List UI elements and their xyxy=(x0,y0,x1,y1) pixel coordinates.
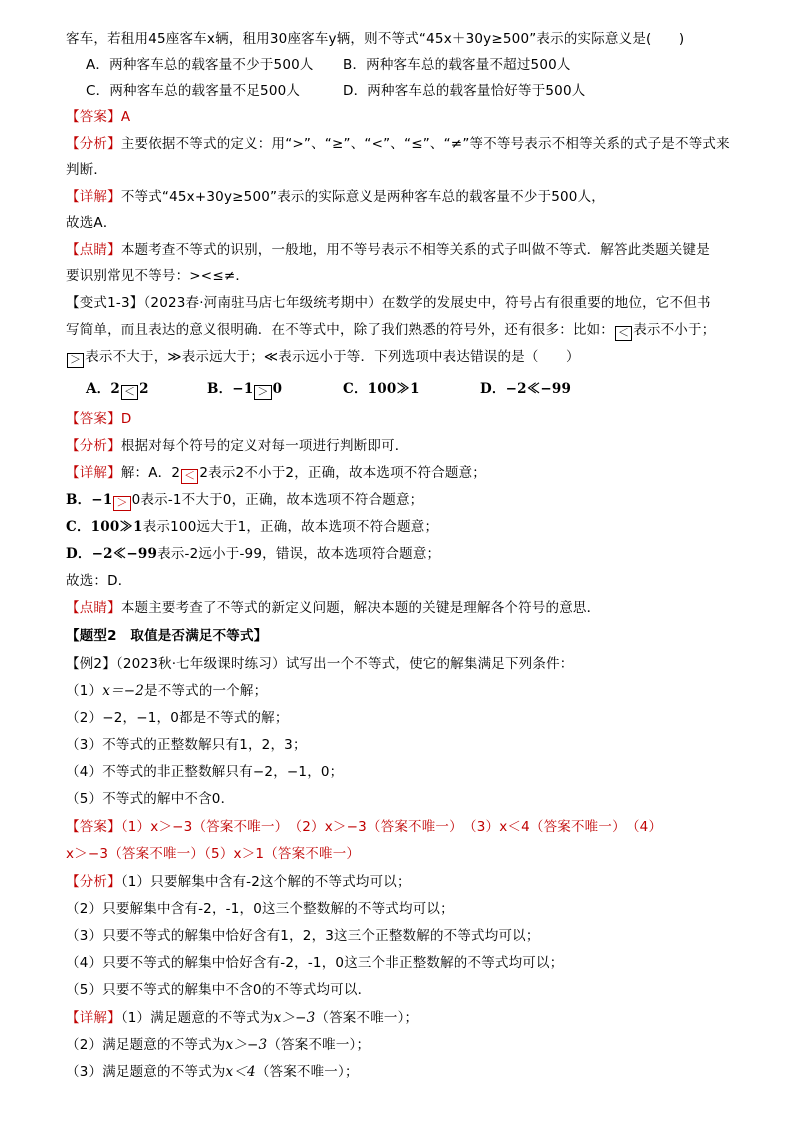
variant-option-b xyxy=(207,380,282,400)
variant-text-c: 表示不大于，≫表示远大于；≪表示远小于等．下列选项中表达错误的是（ ） xyxy=(85,349,580,365)
variant-option-d: D．−2≪−99 xyxy=(480,381,572,397)
analysis-line-c5: （5）只要不等式的解集中不含0的不等式均可以． xyxy=(66,982,372,998)
analysis-line-c xyxy=(66,873,411,891)
option-b: B．两种客车总的载客量不超过500人 xyxy=(343,57,571,73)
opt-b-left: B．−1 xyxy=(207,381,254,397)
option-d: D．两种客车总的载客量恰好等于500人 xyxy=(343,83,586,99)
analysis-text: （1）只要解集中含有-2这个解的不等式均可以； xyxy=(120,874,411,890)
condition-5: （5）不等式的解中不含0． xyxy=(66,791,235,807)
opt-b-right: 0 xyxy=(272,381,283,397)
detail-math: D．−2≪−99 xyxy=(66,546,158,562)
detail-math: C．100≫1 xyxy=(66,519,143,535)
example-title: 【例2】（2023秋·七年级课时练习）试写出一个不等式，使它的解集满足下列条件： xyxy=(66,656,574,672)
answer-line-2 xyxy=(66,410,131,428)
answer-value: A xyxy=(120,109,131,125)
detail-math: x＞−3 xyxy=(225,1037,268,1053)
analysis-line-c3: （3）只要不等式的解集中恰好含有1，2，3这三个正整数解的不等式均可以； xyxy=(66,928,540,944)
condition-3: （3）不等式的正整数解只有1，2，3； xyxy=(66,737,307,753)
answer-value: D xyxy=(120,411,132,427)
detail-line-b3 xyxy=(66,518,438,536)
detail-line-c2 xyxy=(66,1036,370,1054)
analysis-line-b xyxy=(66,437,409,455)
question-stem: 客车，若租用45座客车x辆，租用30座客车y辆，则不等式“45x＋30y≥500”表示的实际意义是( ) xyxy=(66,31,685,47)
detail-line-b5: 故选：D． xyxy=(66,573,132,589)
detail-line-c1 xyxy=(66,1009,418,1027)
detail-text: 表示-2远小于-99，错误，故本选项符合题意； xyxy=(157,546,441,562)
detail-tag: 【详解】 xyxy=(66,189,121,205)
boxed-less-symbol: ＜ xyxy=(181,469,198,484)
answer-tag: 【答案】 xyxy=(66,411,121,427)
boxed-greater-symbol: ＞ xyxy=(67,353,84,368)
analysis-tag: 【分析】 xyxy=(66,438,121,454)
condition-4: （4）不等式的非正整数解只有−2，−1，0； xyxy=(66,764,344,780)
detail-line-c3 xyxy=(66,1063,359,1081)
comment-text: 本题考查不等式的识别，一般地，用不等号表示不相等关系的式子叫做不等式．解答此类题关键是 xyxy=(120,242,710,258)
boxed-less-symbol: ＜ xyxy=(121,385,138,400)
analysis-text: 主要依据不等式的定义：用“>”、“≥”、“<”、“≤”、“≠”等不等号表示不相等关系的式子是不等式来 xyxy=(120,136,730,152)
detail-line-2: 故选A． xyxy=(66,215,117,231)
variant-line-2 xyxy=(66,321,715,341)
analysis-text: 根据对每个符号的定义对每一项进行判断即可． xyxy=(120,438,409,454)
comment-line xyxy=(66,241,710,259)
option-c: C．两种客车总的载客量不足500人 xyxy=(86,83,301,99)
boxed-less-symbol: ＜ xyxy=(615,326,632,341)
comment-line-2: 要识别常见不等号：><≤≠． xyxy=(66,268,250,284)
detail-text-b: （答案不唯一）； xyxy=(315,1010,419,1026)
analysis-tag: 【分析】 xyxy=(66,136,121,152)
variant-line-3 xyxy=(66,348,580,368)
option-a: A．两种客车总的载客量不少于500人 xyxy=(86,57,314,73)
analysis-tag: 【分析】 xyxy=(66,874,121,890)
answer-tag: 【答案】 xyxy=(66,109,121,125)
boxed-greater-symbol: ＞ xyxy=(113,496,130,511)
detail-text-b: 2表示2不小于2，正确，故本选项不符合题意； xyxy=(199,465,487,481)
analysis-line-c2: （2）只要解集中含有-2，-1，0这三个整数解的不等式均可以； xyxy=(66,901,454,917)
detail-tag: 【详解】 xyxy=(66,1010,121,1026)
detail-text: 表示100远大于1，正确，故本选项不符合题意； xyxy=(142,519,439,535)
answer-text: （1）x＞−3（答案不唯一） （2）x＞−3（答案不唯一） （3）x＜4（答案不唯一） （4） xyxy=(120,819,663,835)
detail-text: （1）满足题意的不等式为 xyxy=(120,1010,274,1026)
analysis-line-2: 判断． xyxy=(66,162,108,178)
detail-text-b: （答案不唯一）； xyxy=(255,1064,359,1080)
comment-tag: 【点睛】 xyxy=(66,242,121,258)
cond-math: x＝−2 xyxy=(102,683,145,699)
detail-text-b: （答案不唯一）； xyxy=(267,1037,371,1053)
detail-line-b2 xyxy=(66,491,423,511)
answer-tag: 【答案】 xyxy=(66,819,121,835)
detail-tag: 【详解】 xyxy=(66,465,121,481)
condition-2: （2）−2，−1，0都是不等式的解； xyxy=(66,710,289,726)
detail-math: x＜4 xyxy=(225,1064,256,1080)
detail-text: 0表示-1不大于0，正确，故本选项不符合题意； xyxy=(131,492,424,508)
detail-line-b1 xyxy=(66,464,486,484)
detail-math: x＞−3 xyxy=(273,1010,316,1026)
variant-title: 【变式1-3】（2023春·河南驻马店七年级统考期中）在数学的发展史中，符号占有很重要的地位，它不但书 xyxy=(66,295,711,311)
detail-line-b4 xyxy=(66,545,440,563)
answer-line-3b: x＞−3（答案不唯一）（5）x＞1（答案不唯一） xyxy=(66,846,361,862)
detail-math: B．−1 xyxy=(66,492,113,508)
boxed-greater-symbol: ＞ xyxy=(254,385,271,400)
answer-line-3 xyxy=(66,818,662,836)
detail-text: 不等式“45x+30y≥500”表示的实际意义是两种客车总的载客量不少于500人， xyxy=(120,189,605,205)
section-heading: 【题型2 取值是否满足不等式】 xyxy=(66,628,268,644)
cond-text: 是不等式的一个解； xyxy=(144,683,268,699)
variant-option-c: C．100≫1 xyxy=(343,381,420,397)
answer-line xyxy=(66,108,130,126)
condition-1 xyxy=(66,682,267,700)
comment-tag: 【点睛】 xyxy=(66,600,121,616)
analysis-line-c4: （4）只要不等式的解集中恰好含有-2，-1，0这三个非正整数解的不等式均可以； xyxy=(66,955,564,971)
variant-option-a xyxy=(86,380,149,400)
opt-a-right: 2 xyxy=(139,381,149,397)
detail-text: （3）满足题意的不等式为 xyxy=(66,1064,226,1080)
comment-text: 本题主要考查了不等式的新定义问题，解决本题的关键是理解各个符号的意思． xyxy=(120,600,601,616)
cond-num: （1） xyxy=(66,683,103,699)
detail-text: （2）满足题意的不等式为 xyxy=(66,1037,226,1053)
detail-line xyxy=(66,188,605,206)
comment-line-b xyxy=(66,599,600,617)
detail-text: 解：A．2 xyxy=(120,465,181,481)
analysis-line xyxy=(66,135,730,153)
variant-text-b: 表示不小于； xyxy=(633,322,716,338)
variant-text: 写简单，而且表达的意义很明确．在不等式中，除了我们熟悉的符号外，还有很多：比如： xyxy=(66,322,614,338)
opt-a-left: A．2 xyxy=(86,381,120,397)
